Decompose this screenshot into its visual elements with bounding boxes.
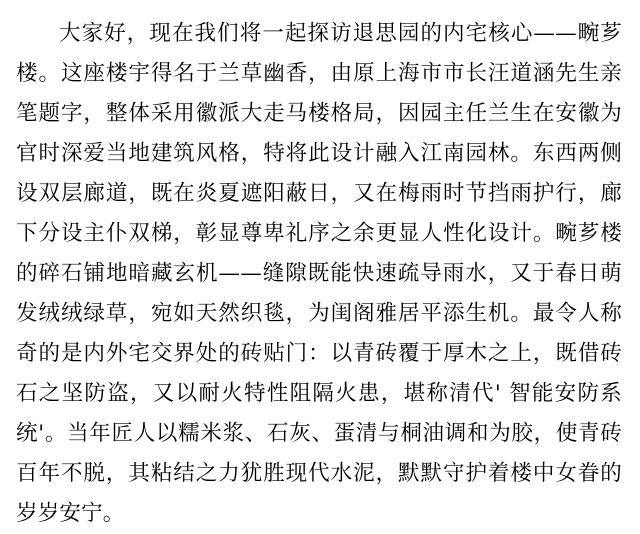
document-paragraph: 大家好，现在我们将一起探访退思园的内宅核心——畹芗楼。这座楼宇得名于兰草幽香，由原上海市市长汪道涵先生亲笔题字，整体采用徽派大走马楼格局，因园主任兰生在安徽为官时深爱当地建筑风格，特将此设计融入江南园林。东西两侧设双层廊道，既在炎夏遮阳蔽日，又在梅雨时节挡雨护行，廊下分设主仆双梯，彰显尊卑礼序之余更显人性化设计。畹芗楼的碎石铺地暗藏玄机——缝隙既能快速疏导雨水，又于春日萌发绒绒绿草，宛如天然织毯，为闺阁雅居平添生机。最令人称奇的是内外宅交界处的砖贴门：以青砖覆于厚木之上，既借砖石之坚防盗，又以耐火特性阻隔火患，堪称清代' 智能安防系统'。当年匠人以糯米浆、石灰、蛋清与桐油调和为胶，使青砖百年不脱，其粘结之力犹胜现代水泥，默默守护着楼中女眷的岁岁安宁。 xyxy=(16,21,622,526)
